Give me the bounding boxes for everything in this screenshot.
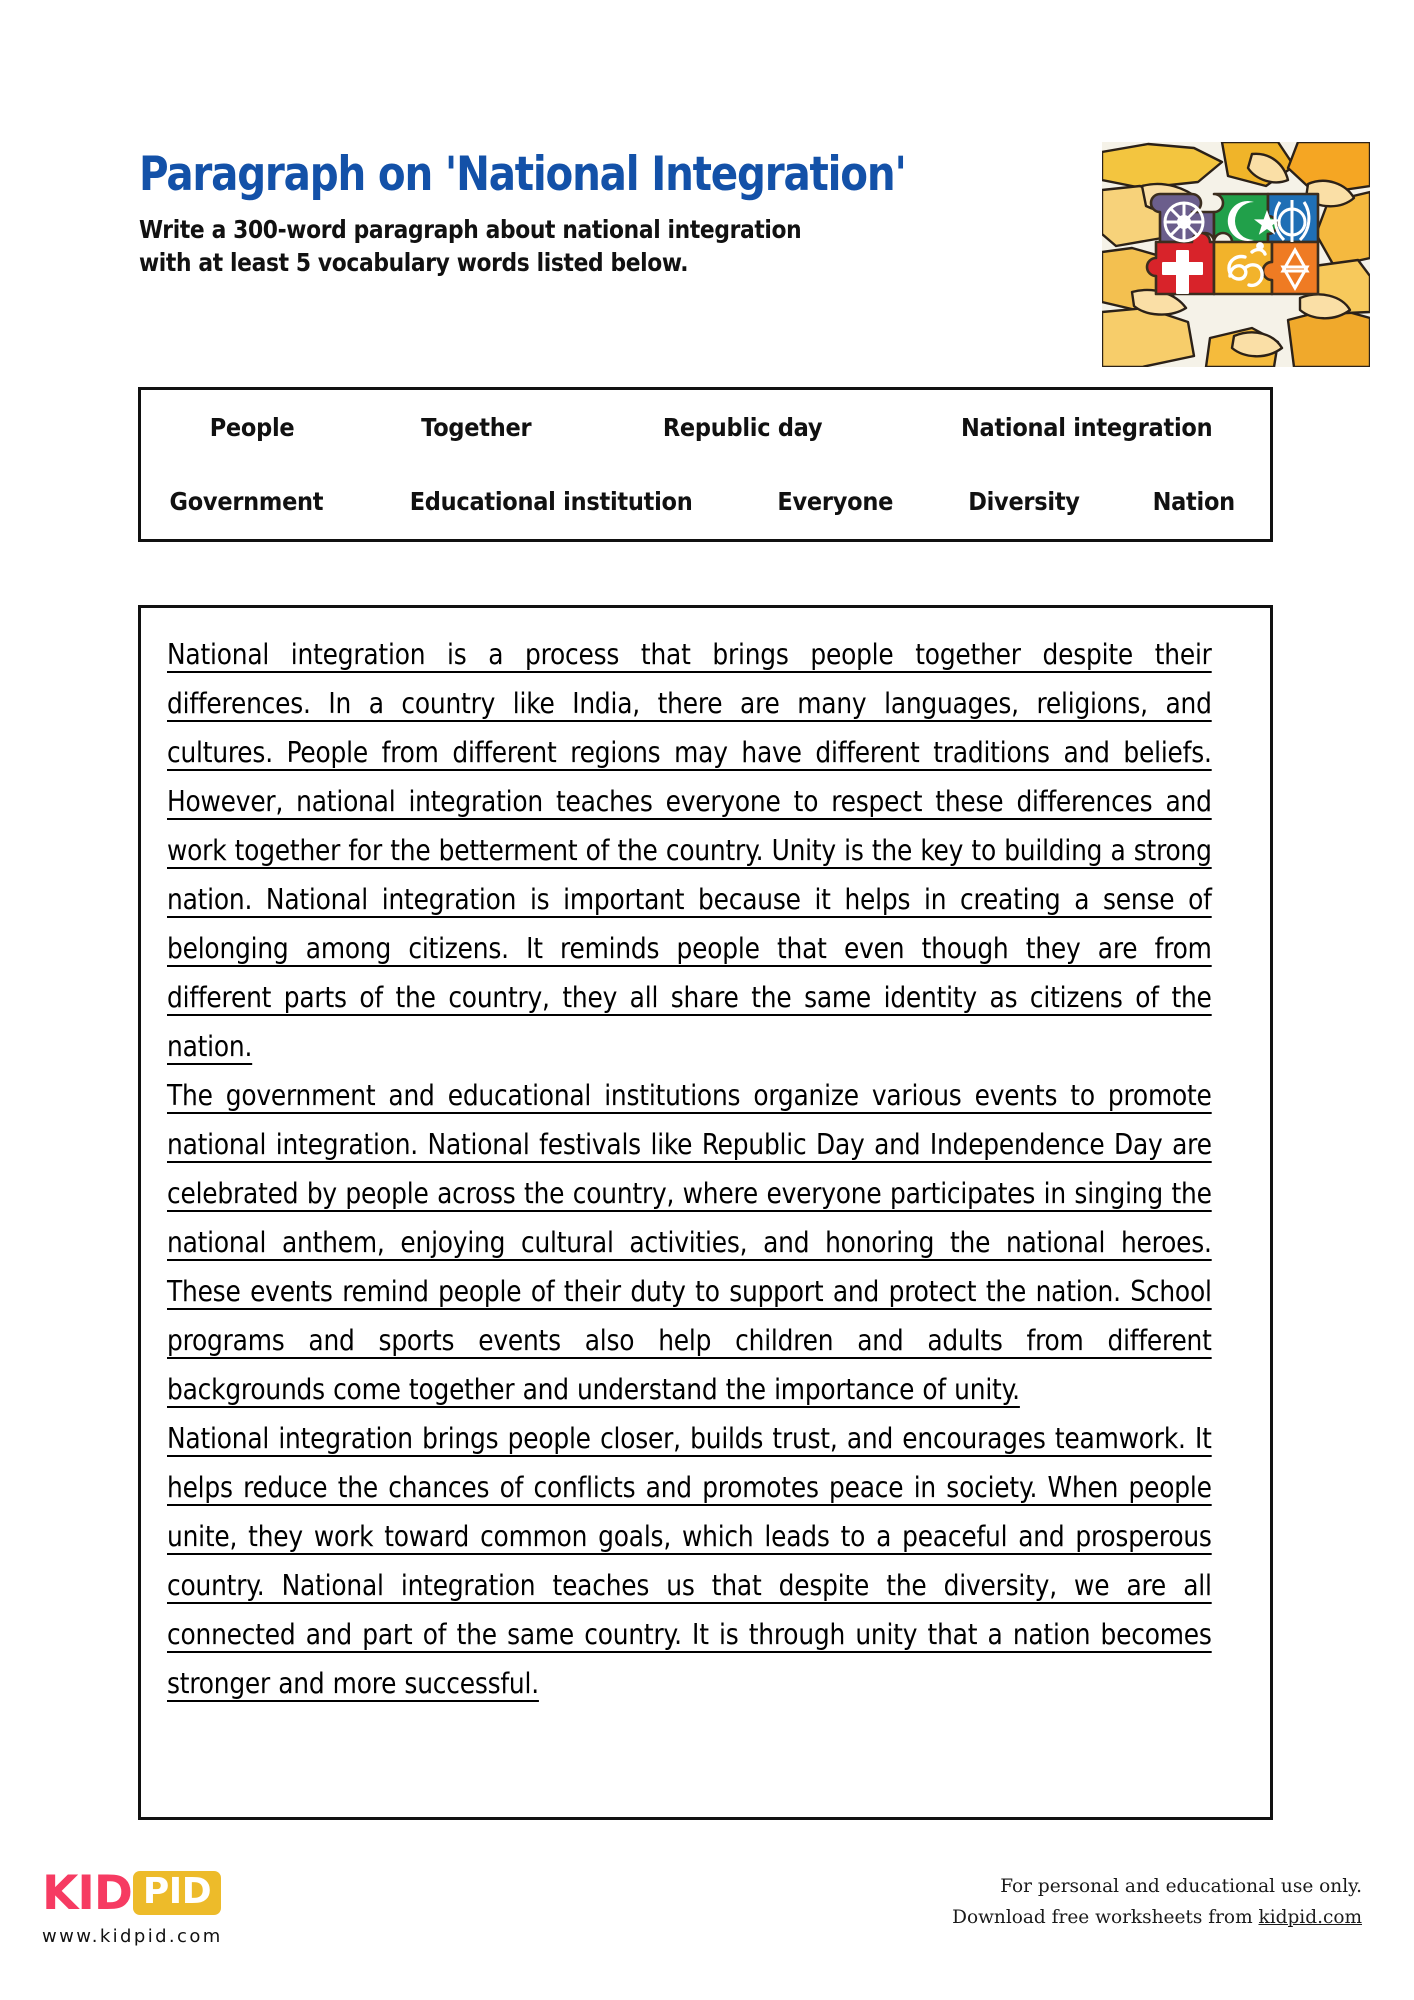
page-title: Paragraph on 'National Integration' xyxy=(139,147,906,202)
vocabulary-word: National integration xyxy=(960,412,1213,442)
vocabulary-word: Everyone xyxy=(777,487,894,517)
page-header xyxy=(0,0,1414,375)
footer-note xyxy=(952,1872,1362,1933)
footer-note-line-2 xyxy=(952,1903,1362,1934)
kidpid-logo[interactable] xyxy=(42,1865,223,1947)
vocabulary-word: Nation xyxy=(1153,487,1236,517)
vocabulary-row xyxy=(141,390,1270,465)
vocabulary-word: Educational institution xyxy=(410,487,693,517)
vocabulary-word: Diversity xyxy=(968,487,1080,517)
footer-note-line-1: For personal and educational use only. xyxy=(1000,1876,1362,1897)
logo-url-text: www.kidpid.com xyxy=(42,1926,223,1947)
answer-paragraph: National integration is a process that brings people together despite their differences. In a country like India, there are many languages, religions, and cultures. People from different regions may have different traditions and beliefs. However, national integration teaches everyone to respect these differences and work together for the betterment of the country. Unity is the key to building a strong nation. National integration is important because it helps in creating a sense of belonging among citizens. It reminds people that even though they are from different parts of the country, they all share the same identity as citizens of the nation. xyxy=(167,638,1212,1063)
vocabulary-word: Republic day xyxy=(662,412,822,442)
answer-paragraph: The government and educational institutions organize various events to promote national integration. National festivals like Republic Day and Independence Day are celebrated by people across the country, where everyone participates in singing the national anthem, enjoying cultural activities, and honoring the national heroes. These events remind people of their duty to support and protect the nation. School programs and sports events also help children and adults from different backgrounds come together and understand the importance of unity. xyxy=(167,1079,1212,1406)
vocabulary-word: Together xyxy=(421,412,532,442)
page-subtitle xyxy=(139,214,993,279)
vocabulary-word-bank xyxy=(138,387,1273,542)
page-footer xyxy=(0,1840,1414,2000)
vocabulary-word: People xyxy=(209,412,295,442)
footer-note-prefix: Download free worksheets from xyxy=(952,1906,1259,1928)
logo-mark xyxy=(42,1865,221,1921)
subtitle-line-1: Write a 300-word paragraph about national integration xyxy=(139,215,802,245)
vocabulary-row xyxy=(141,465,1270,540)
hands-assembling-religion-puzzle-illustration xyxy=(1102,142,1370,367)
logo-kid-text: KID xyxy=(42,1865,132,1921)
answer-text-box[interactable] xyxy=(138,605,1273,1820)
subtitle-line-2: with at least 5 vocabulary words listed below. xyxy=(139,247,689,277)
vocabulary-word: Government xyxy=(169,487,324,517)
answer-paragraph: National integration brings people closer, builds trust, and encourages teamwork. It helps reduce the chances of conflicts and promotes peace in society. When people unite, they work toward common goals, which leads to a peaceful and prosperous country. National integration teaches us that despite the diversity, we are all connected and part of the same country. It is through unity that a nation becomes stronger and more successful. xyxy=(167,1422,1212,1700)
kidpid-link[interactable]: kidpid.com xyxy=(1258,1906,1362,1928)
logo-pid-text: PID xyxy=(133,1871,221,1915)
title-block xyxy=(139,147,1099,280)
